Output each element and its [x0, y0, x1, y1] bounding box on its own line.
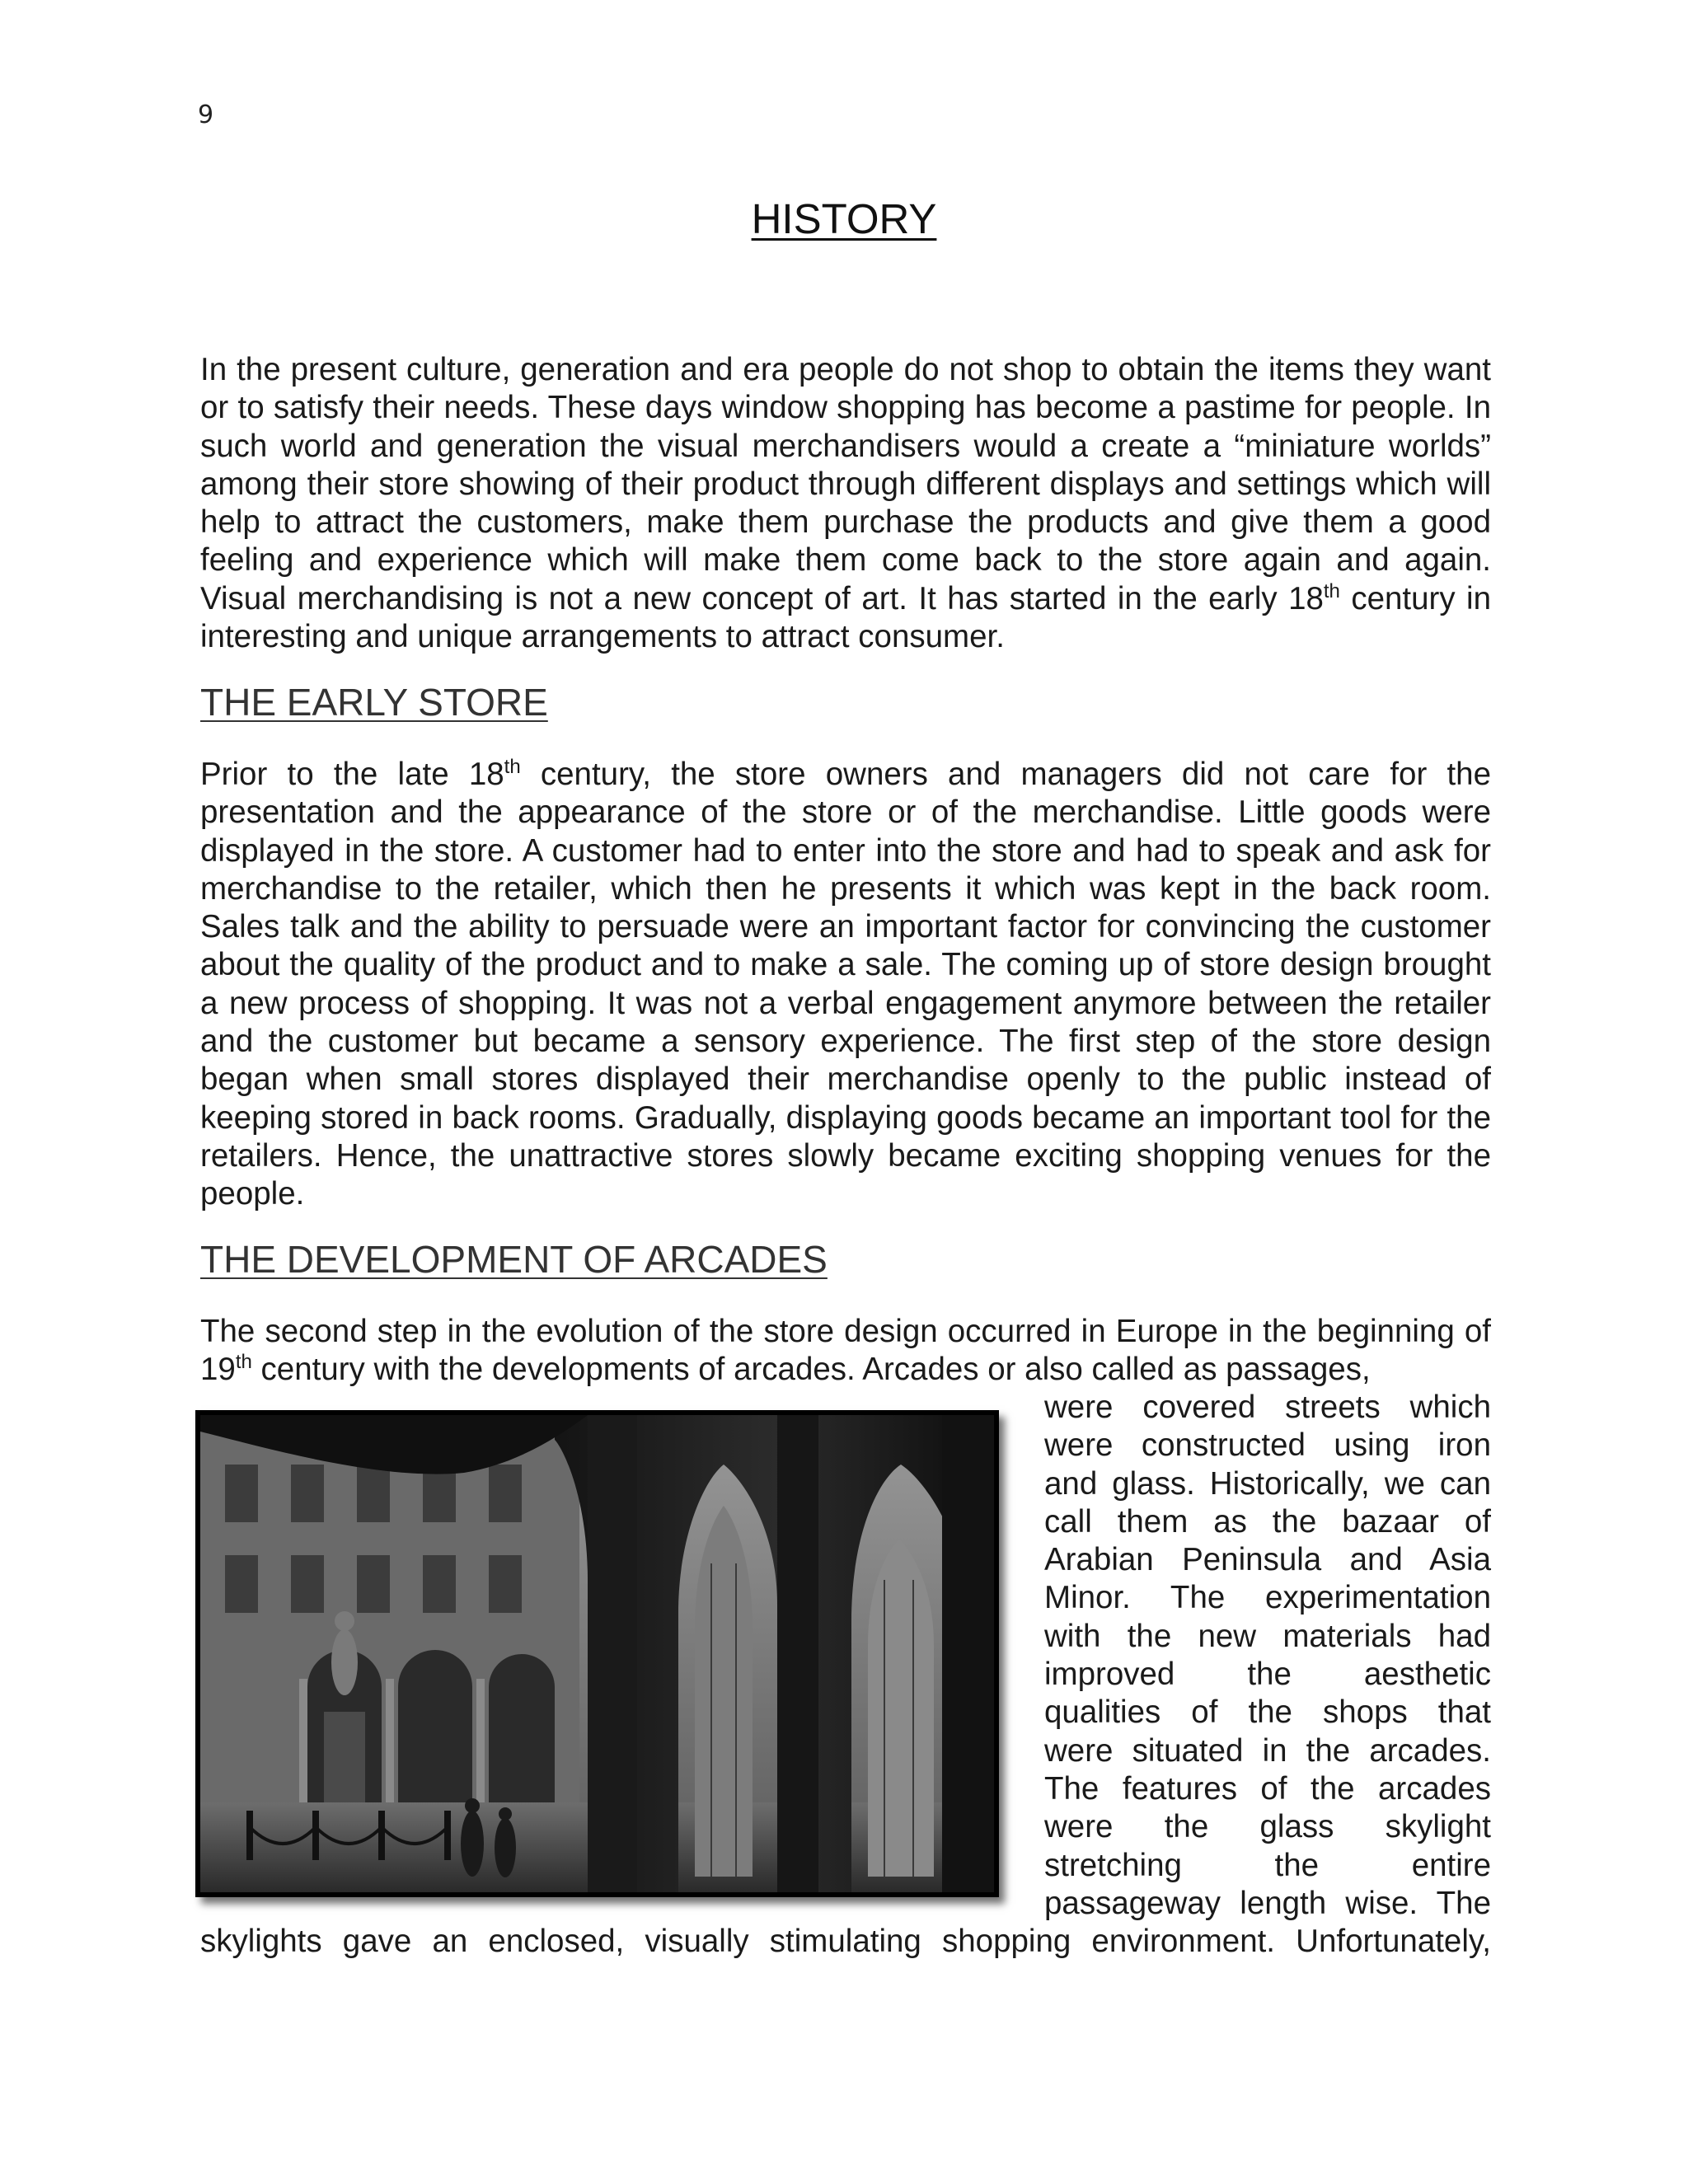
intro-paragraph [200, 351, 1491, 656]
side-line: and glass. Historically, we can [1044, 1465, 1491, 1502]
side-line: passageway length wise. The [1044, 1885, 1491, 1921]
side-line: qualities of the shops that [1044, 1694, 1491, 1731]
intro-text-a: In the present culture, generation and era people do not shop to obtain the items they want or to satisfy their needs. These days window shopping has become a pastime for people. In such world and generation the visual merchandisers would a create a “miniature worlds” among their store showing of their product through different displays and settings which will help to attract the customers, make them purchase the products and give them a good feeling and experience which will make them come back to the store again and again. Visual merchandising is not a new concept of art. It has started in the early 18 [200, 352, 1491, 616]
arcades-heading: THE DEVELOPMENT OF ARCADES [200, 1238, 828, 1281]
side-line: stretching the entire [1044, 1847, 1491, 1883]
side-line: with the new materials had [1044, 1618, 1491, 1654]
early-store-superscript: th [504, 756, 521, 778]
side-line: were covered streets which [1044, 1390, 1491, 1425]
arcade-photo-icon [200, 1415, 994, 1892]
side-line: call them as the bazaar of [1044, 1503, 1491, 1540]
intro-text-b: century in interesting and unique arrangements to attract consumer. [200, 580, 1491, 655]
early-store-text-a: Prior to the late 18 [200, 757, 504, 792]
side-line: were situated in the arcades. [1044, 1732, 1491, 1769]
arcades-text-a: The second step in the evolution of the store design occurred in Europe in the beginning of 19 [200, 1314, 1491, 1388]
page-title: HISTORY [751, 195, 937, 242]
arcade-photo [195, 1410, 999, 1897]
early-store-paragraph [200, 756, 1491, 1214]
side-line: were constructed using iron [1044, 1427, 1491, 1464]
arcades-text-b: century with the developments of arcades. Arcades or also called as passages, [251, 1352, 1371, 1388]
early-store-text-b: century, the store owners and managers did not care for the presentation and the appearance of the store or of the merchandise. Little goods were displayed in the store. A customer had to enter into the store and had to speak and ask for merchandise to the retailer, which then he presents it which was kept in the back room. Sales talk and the ability to persuade were an important factor for convincing the customer about the quality of the product and to make a sale. The coming up of store design brought a new process of shopping. It was not a verbal engagement anymore between the retailer and the customer but became a sensory experience. The first step of the store design began when small stores displayed their merchandise openly to the public instead of keeping stored in back rooms. Gradually, displaying goods became an important tool for the retailers. Hence, the unattractive stores slowly became exciting shopping venues for the people. [200, 757, 1492, 1212]
side-line: improved the aesthetic [1044, 1657, 1491, 1693]
arcades-intro-paragraph [200, 1313, 1491, 1390]
arcades-bottom-line: skylights gave an enclosed, visually stimulating shopping environment. Unfortunately, [200, 1924, 1491, 1959]
side-line: Minor. The experimentation [1044, 1580, 1491, 1616]
page-number: 9 [198, 101, 214, 129]
arcades-superscript: th [235, 1351, 252, 1374]
side-line: The features of the arcades [1044, 1770, 1491, 1807]
side-line: were the glass skylight [1044, 1809, 1491, 1845]
intro-superscript: th [1323, 579, 1340, 602]
side-line: Arabian Peninsula and Asia [1044, 1542, 1491, 1578]
early-store-heading: THE EARLY STORE [200, 681, 548, 724]
arcades-side-column [1044, 1389, 1491, 1923]
